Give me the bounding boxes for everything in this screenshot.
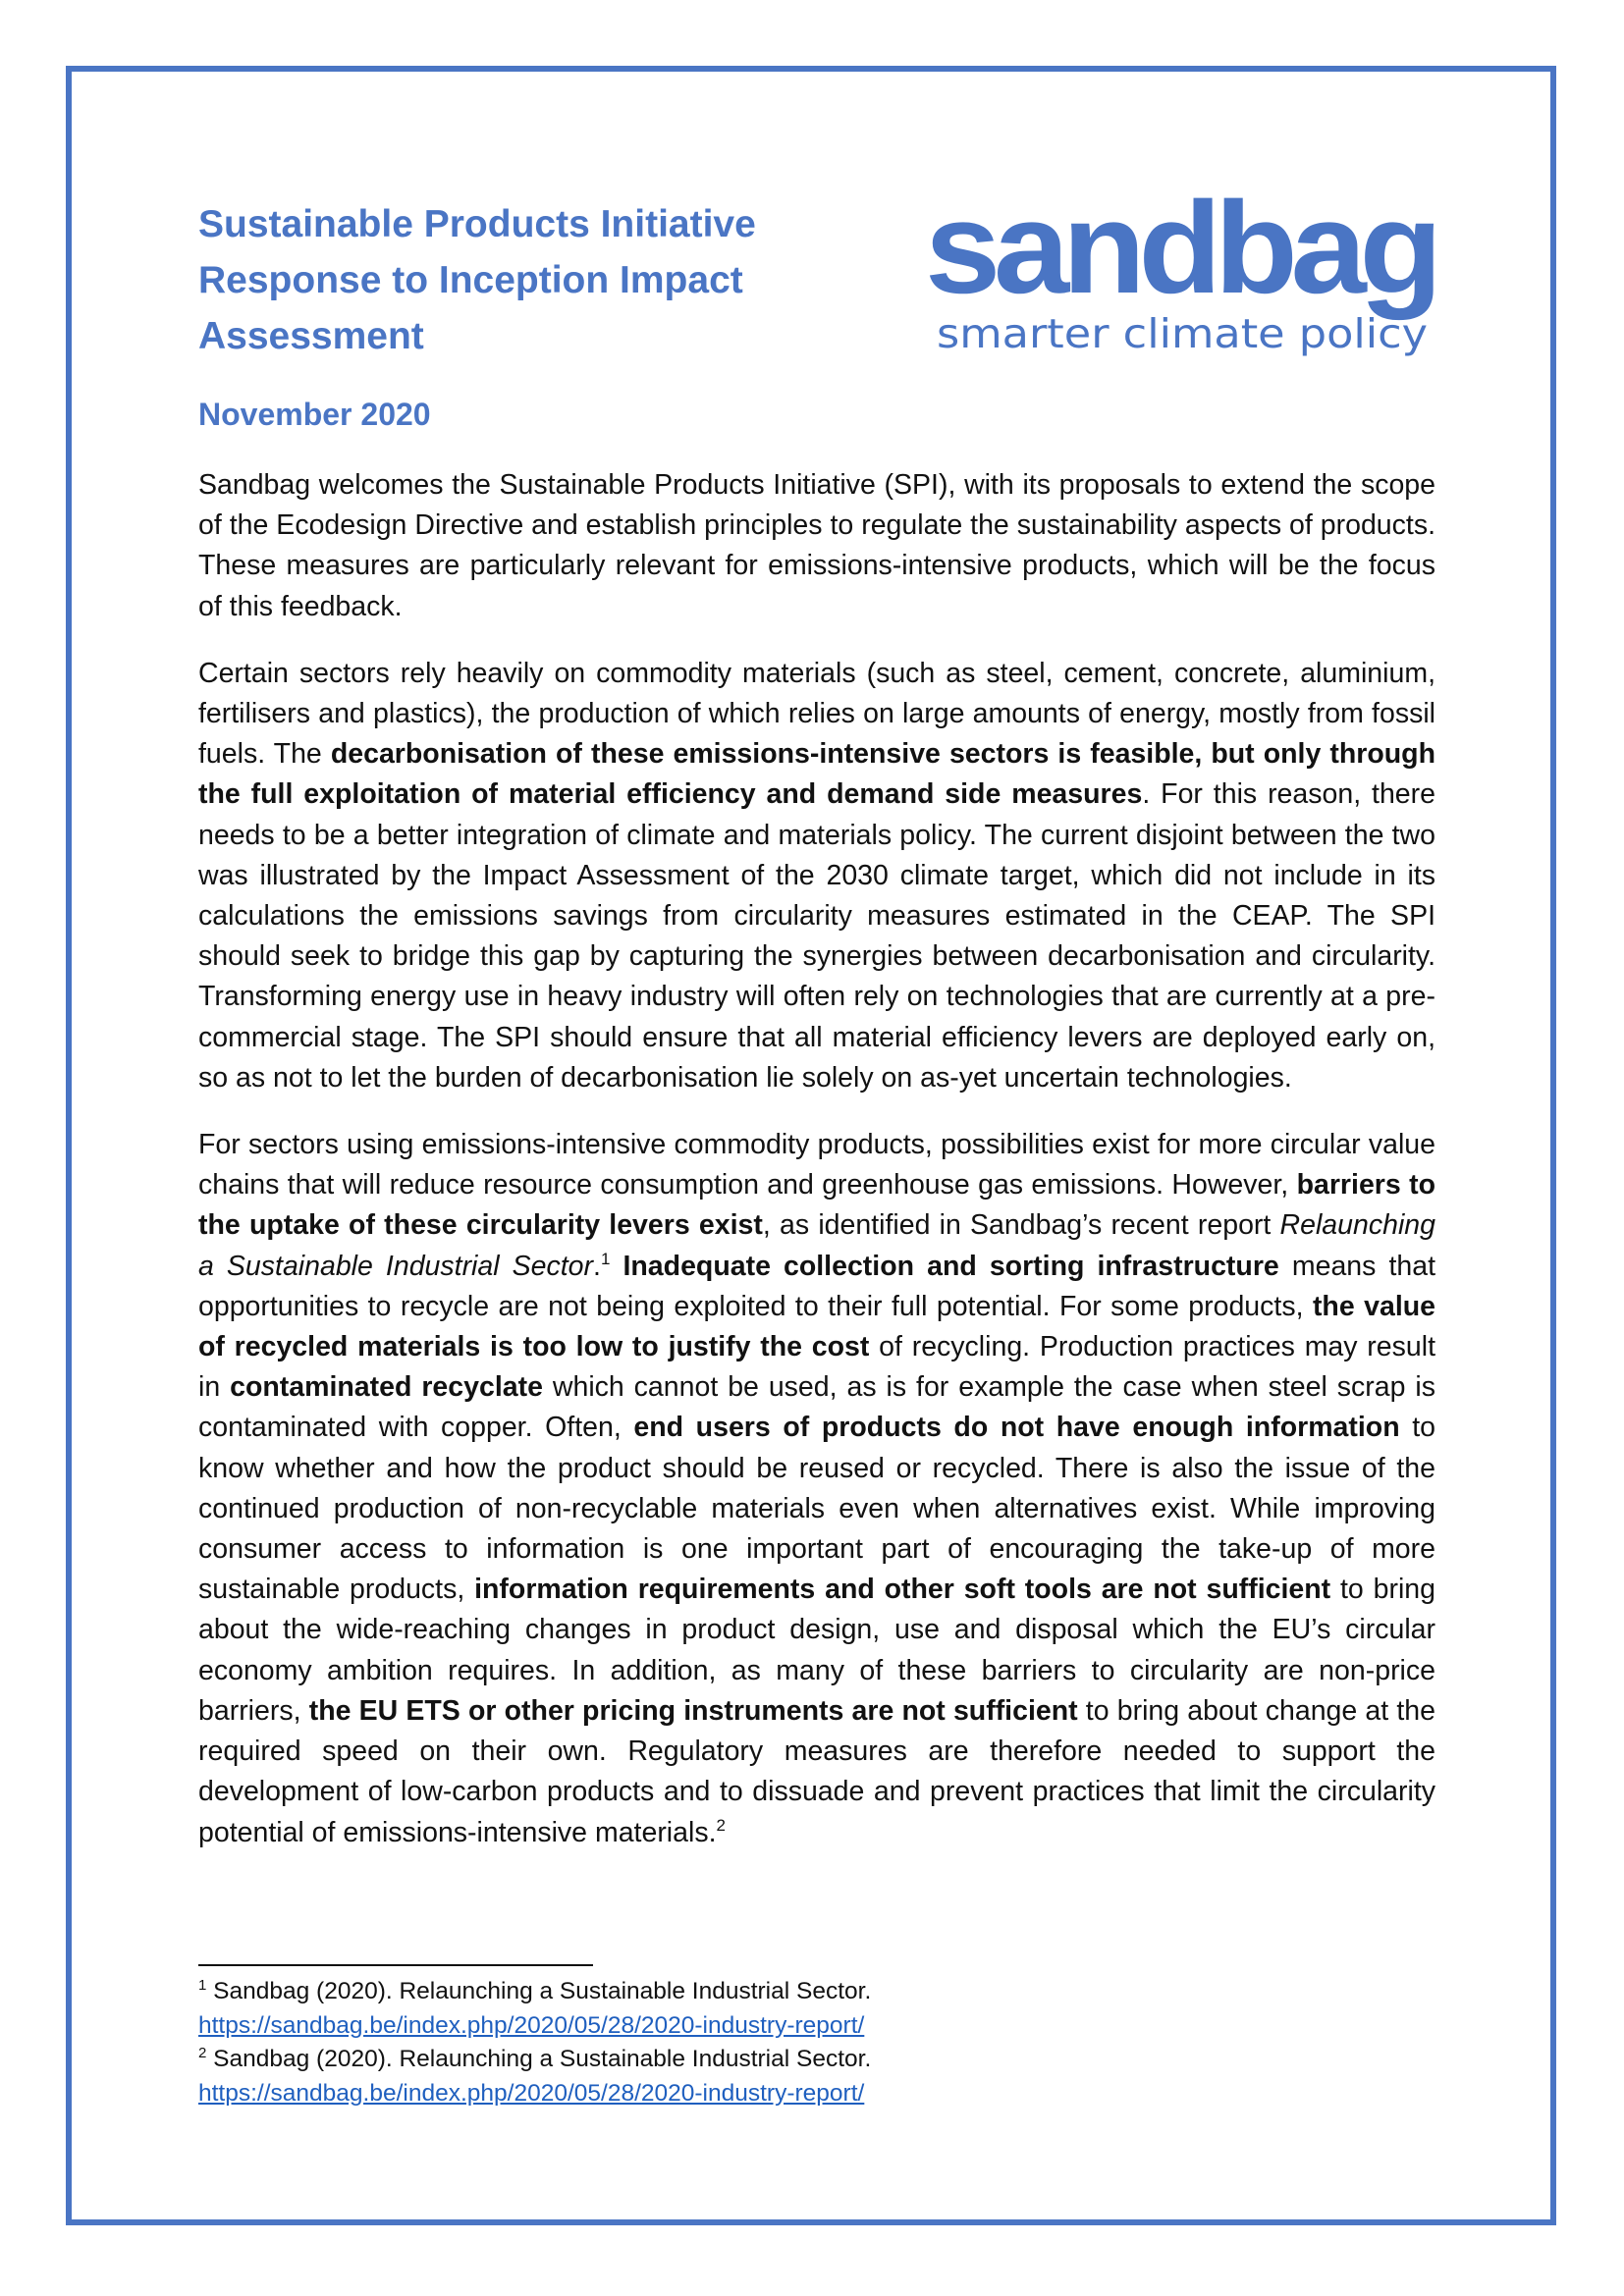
document-date: November 2020 bbox=[198, 397, 431, 432]
footnote-link[interactable]: https://sandbag.be/index.php/2020/05/28/2020-industry-report/ bbox=[198, 2079, 865, 2107]
title-line: Sustainable Products Initiative bbox=[198, 203, 756, 245]
paragraph-materials: Certain sectors rely heavily on commodity materials (such as steel, cement, concrete, aluminium, fertilisers and plastics), the production of which relies on large amounts of energy, mostly from fossil fuels. The decarbonisation of these emissions-intensive sectors is feasible, but only through the full exploitation of material efficiency and demand side measures. For this reason, there needs to be a better integration of climate and materials policy. The current disjoint between the two was illustrated by the Impact Assessment of the 2030 climate target, which did not include in its calculations the emissions savings from circularity measures estimated in the CEAP. The SPI should seek to bridge this gap by capturing the synergies between decarbonisation and circularity. Transforming energy use in heavy industry will often rely on technologies that are currently at a pre-commercial stage. The SPI should ensure that all material efficiency levers are deployed early on, so as not to let the burden of decarbonisation lie solely on as-yet uncertain technologies. bbox=[198, 657, 1435, 1094]
footnotes bbox=[198, 1975, 1377, 2110]
emphasis: decarbonisation of these emissions-intensive sectors is feasible, but only through the full exploitation of material efficiency and demand side measures bbox=[198, 738, 1435, 811]
sandbag-logo bbox=[923, 185, 1443, 361]
document-title bbox=[198, 196, 807, 364]
footnote-separator bbox=[198, 1964, 593, 1966]
logo-tagline: smarter climate policy bbox=[937, 310, 1428, 357]
title-line: Response to Inception Impact bbox=[198, 259, 743, 301]
title-line: Assessment bbox=[198, 315, 424, 357]
report-title: Relaunching a Sustainable Industrial Sector bbox=[198, 1209, 1435, 1282]
footnote-ref-2[interactable]: 2 bbox=[716, 1815, 726, 1835]
footnote-2 bbox=[198, 2043, 1377, 2110]
logo-wordmark: sandbag bbox=[925, 185, 1435, 321]
emphasis: the EU ETS or other pricing instruments are not sufficient bbox=[308, 1694, 1078, 1727]
footnote-1 bbox=[198, 1975, 1377, 2043]
document-body bbox=[198, 465, 1435, 1880]
emphasis: end users of products do not have enough information bbox=[633, 1412, 1400, 1444]
paragraph-intro: Sandbag welcomes the Sustainable Products Initiative (SPI), with its proposals to extend the scope of the Ecodesign Directive and establish principles to regulate the sustainability aspects of products. These measures are particularly relevant for emissions-intensive products, which will be the focus of this feedback. bbox=[198, 469, 1435, 622]
emphasis: Inadequate collection and sorting infrastructure bbox=[623, 1250, 1279, 1282]
footnote-ref-1[interactable]: 1 bbox=[600, 1249, 611, 1268]
footnote-text: Sandbag (2020). Relaunching a Sustainable Industrial Sector. bbox=[206, 2046, 872, 2072]
footnote-text: Sandbag (2020). Relaunching a Sustainable Industrial Sector. bbox=[206, 1978, 872, 2004]
emphasis: information requirements and other soft tools are not sufficient bbox=[474, 1574, 1331, 1606]
paragraph-barriers: For sectors using emissions-intensive commodity products, possibilities exist for more circular value chains that will reduce resource consumption and greenhouse gas emissions. However, barriers to the uptake of these circularity levers exist, as identified in Sandbag’s recent report Relaunching a Sustainable Industrial Sector.$^1$ Inadequate collection and sorting infrastructure means that opportunities to recycle are not being exploited to their full potential. For some products, the value of recycled materials is too low to justify the cost of recycling. Production practices may result in contaminated recyclate which cannot be used, as is for example the case when steel scrap is contaminated with copper. Often, end users of products do not have enough information to know whether and how the product should be reused or recycled. There is also the issue of the continued production of non-recyclable materials even when alternatives exist. While improving consumer access to information is one important part of encouraging the take-up of more sustainable products, information requirements and other soft tools are not sufficient to bring about the wide-reaching changes in product design, use and disposal which the EU’s circular economy ambition requires. In addition, as many of these barriers to circularity are non-price barriers, the EU ETS or other pricing instruments are not sufficient to bring about change at the required speed on their own. Regulatory measures are therefore needed to support the development of low-carbon products and to dissuade and prevent practices that limit the circularity potential of emissions-intensive materials.$^2$ bbox=[198, 1129, 1436, 1848]
footnote-link[interactable]: https://sandbag.be/index.php/2020/05/28/2020-industry-report/ bbox=[198, 2011, 865, 2039]
emphasis: contaminated recyclate bbox=[230, 1371, 543, 1404]
footnote-number: 2 bbox=[198, 2045, 207, 2061]
footnote-number: 1 bbox=[198, 1977, 207, 1994]
emphasis: barriers to the uptake of these circularity levers exist bbox=[198, 1169, 1435, 1242]
emphasis: the value of recycled materials is too low to justify the cost bbox=[198, 1290, 1436, 1363]
